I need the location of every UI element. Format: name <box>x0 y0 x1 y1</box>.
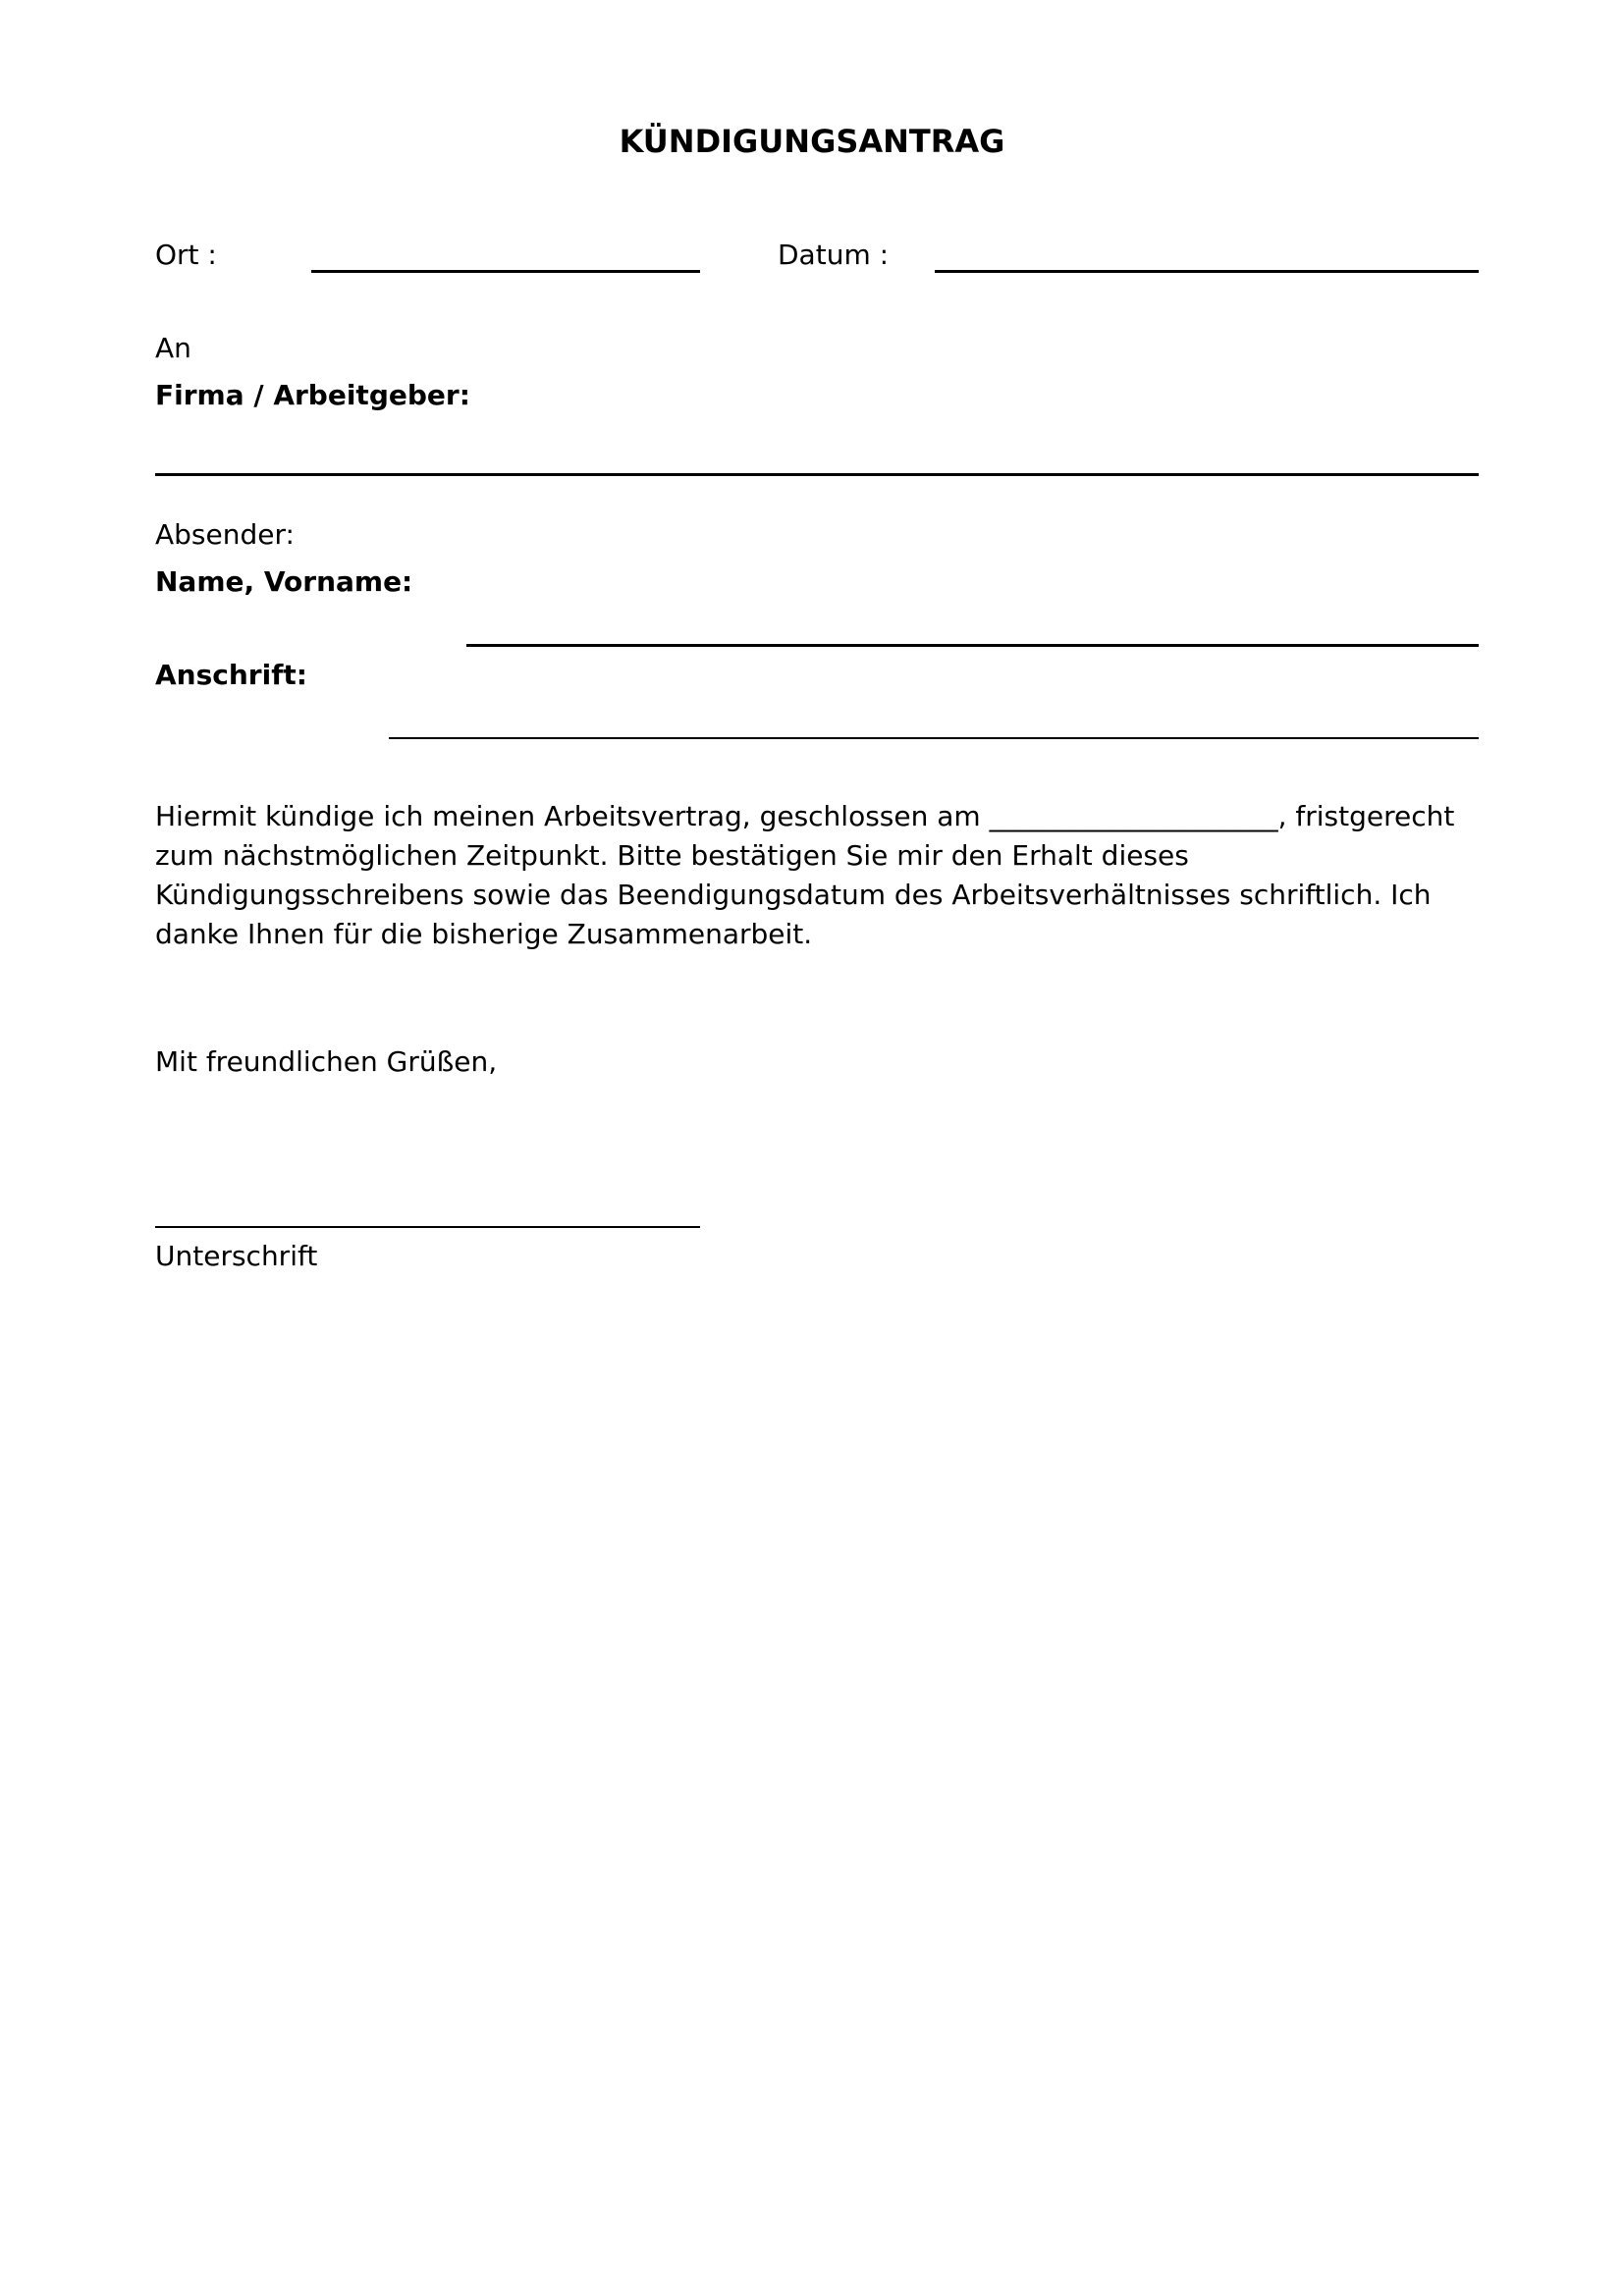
recipient-field-line[interactable] <box>155 473 1479 476</box>
document-title: KÜNDIGUNGSANTRAG <box>619 123 1005 160</box>
place-label: Ort : <box>155 239 217 271</box>
name-label: Name, Vorname: <box>155 565 413 598</box>
recipient-intro: An <box>155 332 191 364</box>
place-field-line[interactable] <box>311 270 700 273</box>
closing-text: Mit freundlichen Grüßen, <box>155 1045 498 1078</box>
address-field-line[interactable] <box>389 737 1479 739</box>
address-label: Anschrift: <box>155 659 307 691</box>
signature-line[interactable] <box>155 1226 700 1228</box>
body-line: danke Ihnen für die bisherige Zusammenarbeit. <box>155 918 813 950</box>
sender-intro: Absender: <box>155 518 295 551</box>
body-line: Kündigungsschreibens sowie das Beendigungsdatum des Arbeitsverhältnisses schriftlich. Ich <box>155 879 1432 911</box>
name-field-line[interactable] <box>466 644 1479 647</box>
body-paragraph <box>155 797 1530 954</box>
recipient-label: Firma / Arbeitgeber: <box>155 379 470 411</box>
date-label: Datum : <box>778 239 890 271</box>
date-field-line[interactable] <box>935 270 1479 273</box>
body-line: zum nächstmöglichen Zeitpunkt. Bitte bestätigen Sie mir den Erhalt dieses <box>155 839 1189 872</box>
signature-label: Unterschrift <box>155 1240 318 1272</box>
body-line: Hiermit kündige ich meinen Arbeitsvertrag, geschlossen am _____________________, fristgerecht <box>155 800 1455 832</box>
